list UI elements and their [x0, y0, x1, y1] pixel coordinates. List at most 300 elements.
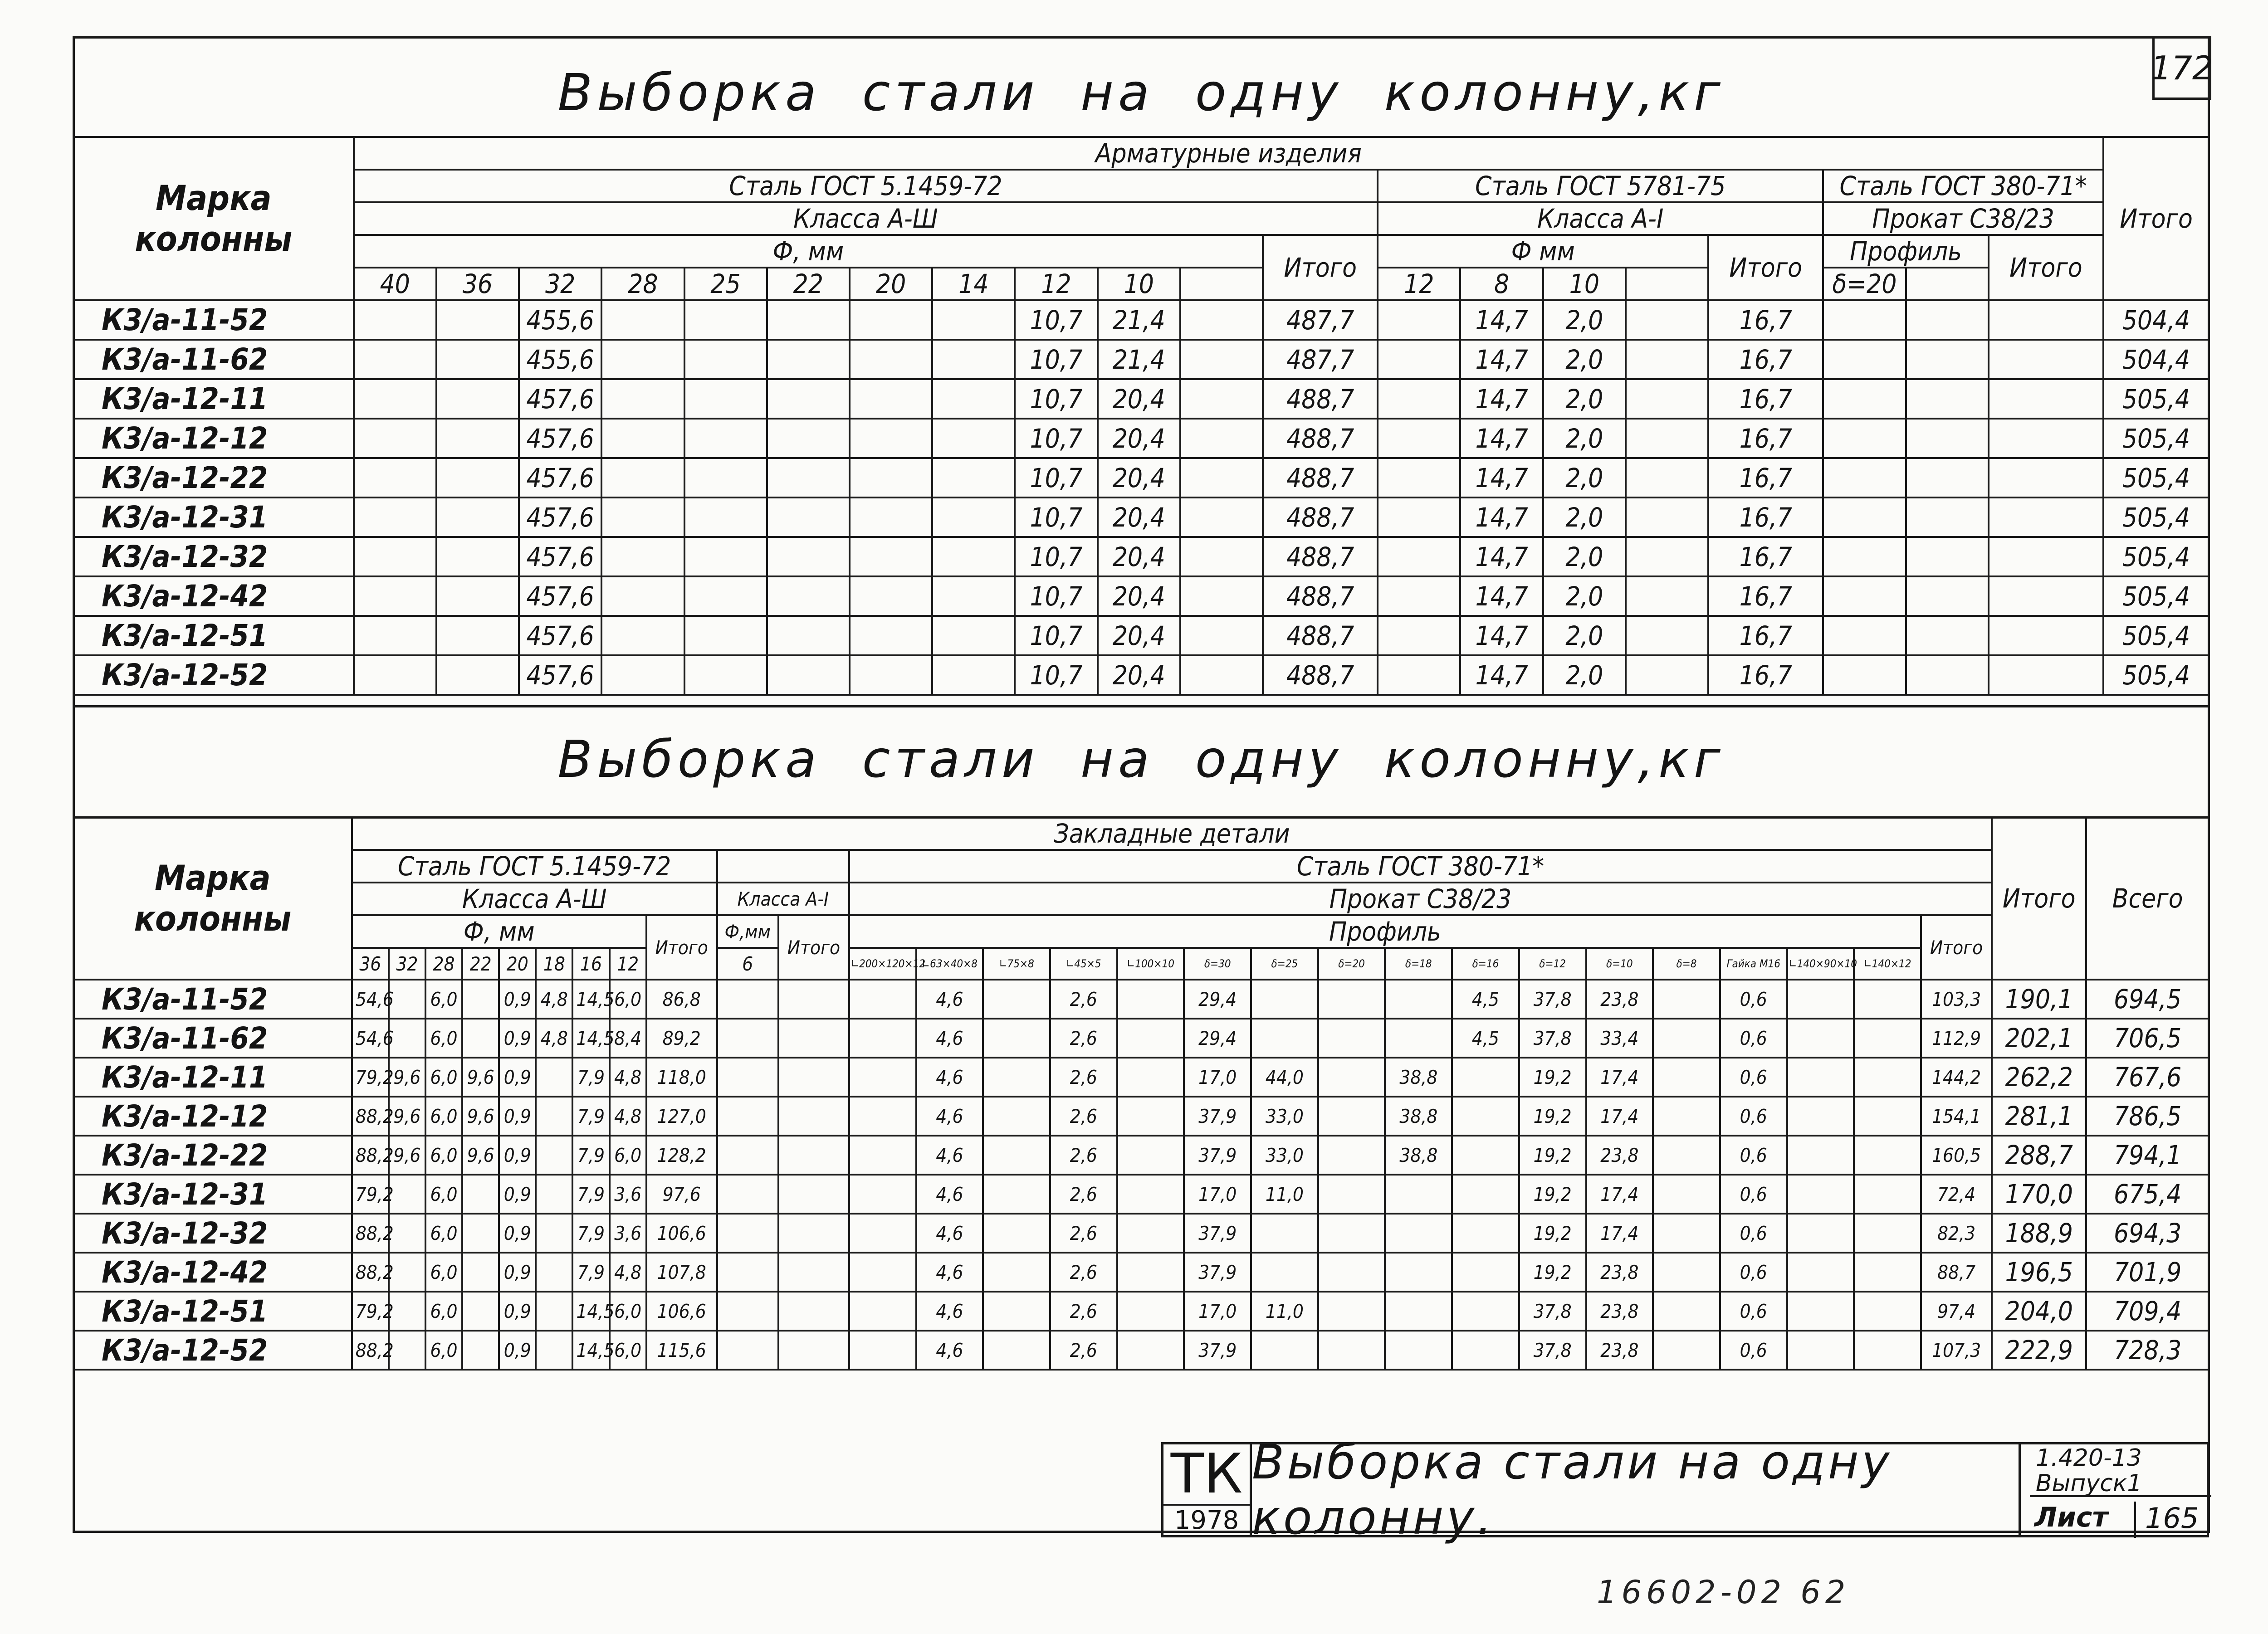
- value-cell: [1180, 576, 1263, 616]
- profile-col: Гайка М16: [1720, 948, 1787, 980]
- value-cell: [1787, 1253, 1854, 1292]
- value-cell: [1318, 1214, 1385, 1253]
- value-cell: 0,9: [499, 1214, 536, 1253]
- value-cell: [850, 419, 932, 458]
- stamp-title: Выборка стали на одну колонну.: [1250, 1442, 2021, 1537]
- value-cell: [1854, 980, 1921, 1019]
- value-cell: [436, 300, 519, 340]
- table-row: [73, 1175, 2209, 1214]
- value-cell: 6,0: [610, 1331, 646, 1370]
- value-cell: 0,6: [1720, 1058, 1787, 1097]
- value-cell: 7,9: [572, 1175, 609, 1214]
- column-mark: К3/а-11-62: [73, 1019, 352, 1058]
- value-cell: 457,6: [519, 379, 601, 419]
- value-cell: [1452, 1058, 1519, 1097]
- stamp-code-2: Выпуск1: [2035, 1470, 2142, 1497]
- value-cell: 455,6: [519, 300, 601, 340]
- title-mid: Выборка стали на одну колонну,кг: [557, 730, 1725, 789]
- value-cell: 44,0: [1251, 1058, 1318, 1097]
- value-cell: [1180, 537, 1263, 576]
- subtotal-a: 488,7: [1263, 655, 1378, 695]
- table-row: [73, 576, 2209, 616]
- value-cell: 4,8: [610, 1097, 646, 1136]
- column-mark: К3/а-12-32: [73, 537, 354, 576]
- value-cell: 10,7: [1015, 537, 1097, 576]
- value-cell: 4,8: [610, 1253, 646, 1292]
- value-cell: 37,9: [1184, 1136, 1251, 1175]
- value-cell: [1117, 1331, 1184, 1370]
- value-cell: [354, 576, 436, 616]
- value-cell: [850, 537, 932, 576]
- value-cell: [1653, 1214, 1720, 1253]
- value-cell: [1378, 458, 1460, 498]
- diameter-a-col: 22: [767, 268, 850, 300]
- embedded-parts-table: [73, 816, 2210, 1371]
- subtotal-b: 107,3: [1921, 1331, 1992, 1370]
- value-cell: 6,0: [610, 1292, 646, 1331]
- subtotal-a: 115,6: [646, 1331, 717, 1370]
- value-cell: [1378, 576, 1460, 616]
- value-cell: [1180, 655, 1263, 695]
- value-cell: [389, 1331, 425, 1370]
- value-cell: [932, 419, 1015, 458]
- value-cell: [1318, 1136, 1385, 1175]
- value-cell: [1854, 1292, 1921, 1331]
- value-cell: 0,6: [1720, 1331, 1787, 1370]
- value-cell: 457,6: [519, 576, 601, 616]
- total: 196,5: [1992, 1253, 2086, 1292]
- subtotal-b: 112,9: [1921, 1019, 1992, 1058]
- prokat-b-header: Прокат С38/23: [849, 883, 1992, 915]
- value-cell: [536, 1214, 572, 1253]
- value-cell: [1854, 1331, 1921, 1370]
- value-cell: [1251, 1331, 1318, 1370]
- value-cell: 2,0: [1543, 537, 1626, 576]
- profile-col: δ=10: [1586, 948, 1653, 980]
- value-cell: [1117, 1175, 1184, 1214]
- total: 190,1: [1992, 980, 2086, 1019]
- diameter-a-col: 14: [932, 268, 1015, 300]
- value-cell: [1653, 1175, 1720, 1214]
- value-cell: 14,7: [1460, 300, 1543, 340]
- value-cell: 2,0: [1543, 379, 1626, 419]
- value-cell: [983, 1097, 1050, 1136]
- subtotal-a: 106,6: [646, 1214, 717, 1253]
- value-cell: 0,9: [499, 1292, 536, 1331]
- profile-col: δ=18: [1385, 948, 1452, 980]
- class-b-header: Класса А-I: [1378, 202, 1823, 235]
- subtotal-b: 16,7: [1708, 379, 1823, 419]
- value-cell: [767, 300, 850, 340]
- grand-total: 505,4: [2103, 576, 2209, 616]
- value-cell: [1117, 1292, 1184, 1331]
- value-cell: [1378, 537, 1460, 576]
- subtotal-a: 86,8: [646, 980, 717, 1019]
- steel-a-header: Сталь ГОСТ 5.1459-72: [354, 170, 1378, 202]
- value-cell: [1385, 1214, 1452, 1253]
- value-cell: 17,0: [1184, 1175, 1251, 1214]
- subtotal-c: [1989, 498, 2103, 537]
- value-cell: [1626, 300, 1708, 340]
- table-row: [73, 1214, 2209, 1253]
- profile-col: ∟140×90×10: [1787, 948, 1854, 980]
- value-cell: [849, 1019, 916, 1058]
- value-cell: 0,9: [499, 1331, 536, 1370]
- value-cell: [684, 340, 767, 379]
- value-cell: [601, 537, 684, 576]
- subtotal-a: 488,7: [1263, 616, 1378, 655]
- value-cell: 0,6: [1720, 1019, 1787, 1058]
- value-cell: 2,6: [1050, 1175, 1117, 1214]
- value-cell: [389, 1175, 425, 1214]
- value-cell: 457,6: [519, 616, 601, 655]
- subtotal-b: 16,7: [1708, 537, 1823, 576]
- value-cell: [932, 655, 1015, 695]
- diameter-a-col: 22: [462, 948, 499, 980]
- value-cell: 7,9: [572, 1097, 609, 1136]
- value-cell: [389, 1292, 425, 1331]
- grand-total: 786,5: [2086, 1097, 2209, 1136]
- value-cell: 19,2: [1519, 1214, 1586, 1253]
- value-cell: [1385, 1253, 1452, 1292]
- value-cell: [536, 1058, 572, 1097]
- subtotal-a: 488,7: [1263, 576, 1378, 616]
- value-cell: 37,9: [1184, 1097, 1251, 1136]
- diameter-a-col: 36: [352, 948, 389, 980]
- value-cell: [462, 1175, 499, 1214]
- value-cell: 4,6: [916, 1331, 983, 1370]
- value-cell: 4,8: [536, 1019, 572, 1058]
- value-cell: [1823, 458, 1906, 498]
- value-cell: 9,6: [462, 1097, 499, 1136]
- value-cell: 14,7: [1460, 537, 1543, 576]
- value-cell: [1854, 1097, 1921, 1136]
- subtotal-c: [1989, 379, 2103, 419]
- value-cell: [983, 1214, 1050, 1253]
- value-cell: [1626, 458, 1708, 498]
- value-cell: 4,6: [916, 1058, 983, 1097]
- column-mark: К3/а-12-42: [73, 576, 354, 616]
- column-mark: К3/а-12-12: [73, 419, 354, 458]
- value-cell: 10,7: [1015, 576, 1097, 616]
- value-cell: 4,6: [916, 1019, 983, 1058]
- value-cell: 37,9: [1184, 1331, 1251, 1370]
- stamp-logo-text: ТК: [1170, 1442, 1243, 1506]
- value-cell: [601, 340, 684, 379]
- value-cell: [354, 498, 436, 537]
- subtotal-a: 488,7: [1263, 498, 1378, 537]
- value-cell: 0,9: [499, 1253, 536, 1292]
- subtotal-ai: [778, 1058, 849, 1097]
- subtotal-a: 487,7: [1263, 300, 1378, 340]
- value-cell: 10,7: [1015, 498, 1097, 537]
- total: 170,0: [1992, 1175, 2086, 1214]
- value-cell: 23,8: [1586, 1136, 1653, 1175]
- value-cell: [684, 379, 767, 419]
- diameter-a-col: 28: [601, 268, 684, 300]
- value-cell: [1452, 1331, 1519, 1370]
- value-cell: 14,5: [572, 1331, 609, 1370]
- stamp-sheet-row: [2030, 1495, 2211, 1539]
- value-cell: [536, 1175, 572, 1214]
- value-cell: 20,4: [1098, 616, 1180, 655]
- value-cell: 6,0: [425, 980, 462, 1019]
- value-cell: [1452, 1097, 1519, 1136]
- title-top: Выборка стали на одну колонну,кг: [557, 63, 1725, 122]
- value-cell: 4,6: [916, 1136, 983, 1175]
- column-mark: К3/а-12-52: [73, 655, 354, 695]
- subtotal-a: 488,7: [1263, 537, 1378, 576]
- value-cell: [1626, 498, 1708, 537]
- value-cell: [1385, 1175, 1452, 1214]
- stamp-logo: [1161, 1442, 1252, 1537]
- subtotal-ai: [778, 1019, 849, 1058]
- value-cell: 2,6: [1050, 1292, 1117, 1331]
- value-cell: [1823, 576, 1906, 616]
- value-cell: [932, 379, 1015, 419]
- value-cell: [601, 498, 684, 537]
- value-cell: [436, 616, 519, 655]
- value-cell: 33,0: [1251, 1097, 1318, 1136]
- value-cell: [536, 1253, 572, 1292]
- value-cell: [1378, 340, 1460, 379]
- grand-total: 505,4: [2103, 419, 2209, 458]
- page-number: 172: [2152, 36, 2211, 100]
- subtotal-c: [1989, 458, 2103, 498]
- value-cell: [850, 340, 932, 379]
- value-cell: [1626, 537, 1708, 576]
- value-cell: [436, 576, 519, 616]
- table-row: [73, 340, 2209, 379]
- subtotal-c: [1989, 300, 2103, 340]
- value-cell: [983, 1175, 1050, 1214]
- subtotal-b: 97,4: [1921, 1292, 1992, 1331]
- diameter-b-col: 8: [1460, 268, 1543, 300]
- value-cell: [1906, 498, 1989, 537]
- table-row: [73, 498, 2209, 537]
- value-cell: [717, 1136, 778, 1175]
- value-cell: [983, 1058, 1050, 1097]
- value-cell: [850, 458, 932, 498]
- value-cell: 14,5: [572, 1292, 609, 1331]
- value-cell: [1452, 1214, 1519, 1253]
- value-cell: 88,2: [352, 1097, 389, 1136]
- value-cell: [932, 576, 1015, 616]
- value-cell: [1180, 300, 1263, 340]
- subtotal-b: 16,7: [1708, 576, 1823, 616]
- value-cell: [436, 458, 519, 498]
- subtotal-b: 88,7: [1921, 1253, 1992, 1292]
- value-cell: [354, 537, 436, 576]
- value-cell: 2,6: [1050, 1214, 1117, 1253]
- subtotal-b: 16,7: [1708, 340, 1823, 379]
- subtotal-a: 118,0: [646, 1058, 717, 1097]
- column-mark: К3/а-11-62: [73, 340, 354, 379]
- value-cell: [536, 1292, 572, 1331]
- value-cell: 457,6: [519, 419, 601, 458]
- value-cell: [462, 1019, 499, 1058]
- value-cell: [849, 1214, 916, 1253]
- value-cell: 29,4: [1184, 1019, 1251, 1058]
- value-cell: 8,4: [610, 1019, 646, 1058]
- value-cell: 23,8: [1586, 980, 1653, 1019]
- value-cell: 6,0: [425, 1292, 462, 1331]
- column-mark: К3/а-12-52: [73, 1331, 352, 1370]
- value-cell: [1117, 1214, 1184, 1253]
- total: 281,1: [1992, 1097, 2086, 1136]
- value-cell: 20,4: [1098, 419, 1180, 458]
- diameter-a-header: Ф, мм: [352, 915, 646, 948]
- profile-col: ∟200×120×12: [849, 948, 916, 980]
- table-row: [73, 1253, 2209, 1292]
- value-cell: [1787, 1214, 1854, 1253]
- column-mark: К3/а-12-32: [73, 1214, 352, 1253]
- value-cell: [1180, 498, 1263, 537]
- group-header: Закладные детали: [352, 817, 1992, 850]
- value-cell: [462, 1331, 499, 1370]
- value-cell: 14,7: [1460, 379, 1543, 419]
- value-cell: 7,9: [572, 1253, 609, 1292]
- value-cell: [1117, 1253, 1184, 1292]
- value-cell: [932, 616, 1015, 655]
- value-cell: [462, 980, 499, 1019]
- table-row: [73, 1136, 2209, 1175]
- subtotal-a: 89,2: [646, 1019, 717, 1058]
- grand-total: 504,4: [2103, 340, 2209, 379]
- value-cell: 4,5: [1452, 980, 1519, 1019]
- diameter-a-col: 12: [610, 948, 646, 980]
- value-cell: [462, 1214, 499, 1253]
- diameter-a-col: 36: [436, 268, 519, 300]
- column-mark: К3/а-11-52: [73, 980, 352, 1019]
- value-cell: [1626, 655, 1708, 695]
- grand-total: 694,3: [2086, 1214, 2209, 1253]
- value-cell: [849, 1253, 916, 1292]
- value-cell: 4,6: [916, 1292, 983, 1331]
- mark-header: Марка колонны: [73, 817, 352, 980]
- subtotal-a: 106,6: [646, 1292, 717, 1331]
- value-cell: [1318, 1058, 1385, 1097]
- subtotal-a: 488,7: [1263, 458, 1378, 498]
- value-cell: [767, 498, 850, 537]
- value-cell: 0,9: [499, 1175, 536, 1214]
- value-cell: [1378, 419, 1460, 458]
- diameter-a-col: 10: [1098, 268, 1180, 300]
- value-cell: 33,0: [1251, 1136, 1318, 1175]
- subtotal-ai: [778, 980, 849, 1019]
- value-cell: [850, 616, 932, 655]
- value-cell: 10,7: [1015, 655, 1097, 695]
- value-cell: [684, 300, 767, 340]
- value-cell: [436, 498, 519, 537]
- subtotal-b-header: Итого: [1708, 235, 1823, 300]
- grand-total: 794,1: [2086, 1136, 2209, 1175]
- value-cell: 10,7: [1015, 340, 1097, 379]
- value-cell: 37,8: [1519, 1331, 1586, 1370]
- table-row: [73, 537, 2209, 576]
- value-cell: [1906, 616, 1989, 655]
- value-cell: [1854, 1175, 1921, 1214]
- diameter-b-col: [1626, 268, 1708, 300]
- value-cell: [1626, 576, 1708, 616]
- diameter-a-col: 32: [519, 268, 601, 300]
- value-cell: [684, 498, 767, 537]
- value-cell: 10,7: [1015, 616, 1097, 655]
- subtotal-b: 103,3: [1921, 980, 1992, 1019]
- subtotal-a: 97,6: [646, 1175, 717, 1214]
- value-cell: [1823, 655, 1906, 695]
- column-mark: К3/а-11-52: [73, 300, 354, 340]
- value-cell: [1626, 379, 1708, 419]
- value-cell: 11,0: [1251, 1292, 1318, 1331]
- diameter-a-col: 25: [684, 268, 767, 300]
- value-cell: 38,8: [1385, 1058, 1452, 1097]
- value-cell: [932, 300, 1015, 340]
- subtotal-ai-header: Итого: [778, 915, 849, 980]
- value-cell: 457,6: [519, 537, 601, 576]
- value-cell: 457,6: [519, 498, 601, 537]
- value-cell: 20,4: [1098, 576, 1180, 616]
- value-cell: [1823, 419, 1906, 458]
- value-cell: 79,2: [352, 1058, 389, 1097]
- value-cell: 20,4: [1098, 379, 1180, 419]
- value-cell: [601, 616, 684, 655]
- value-cell: 88,2: [352, 1136, 389, 1175]
- value-cell: [1452, 1175, 1519, 1214]
- value-cell: [1318, 980, 1385, 1019]
- value-cell: [1378, 300, 1460, 340]
- total: 262,2: [1992, 1058, 2086, 1097]
- value-cell: 20,4: [1098, 458, 1180, 498]
- value-cell: 4,8: [536, 980, 572, 1019]
- column-mark: К3/а-12-51: [73, 1292, 352, 1331]
- value-cell: [1117, 1097, 1184, 1136]
- value-cell: 4,5: [1452, 1019, 1519, 1058]
- total: 202,1: [1992, 1019, 2086, 1058]
- value-cell: 79,2: [352, 1175, 389, 1214]
- value-cell: [767, 576, 850, 616]
- subtotal-ai: [778, 1136, 849, 1175]
- value-cell: [767, 655, 850, 695]
- value-cell: [1385, 980, 1452, 1019]
- value-cell: 2,0: [1543, 616, 1626, 655]
- steel-a-header: Сталь ГОСТ 5.1459-72: [352, 850, 717, 883]
- value-cell: [849, 1097, 916, 1136]
- diameter-a-col: 20: [499, 948, 536, 980]
- value-cell: [1117, 980, 1184, 1019]
- value-cell: 37,9: [1184, 1214, 1251, 1253]
- value-cell: [1318, 1331, 1385, 1370]
- grand-total: 728,3: [2086, 1331, 2209, 1370]
- value-cell: [1653, 1292, 1720, 1331]
- value-cell: 0,6: [1720, 1097, 1787, 1136]
- value-cell: 0,9: [499, 1019, 536, 1058]
- value-cell: 2,6: [1050, 1331, 1117, 1370]
- value-cell: [1385, 1331, 1452, 1370]
- profile-col: ∟75×8: [983, 948, 1050, 980]
- subtotal-b: 16,7: [1708, 458, 1823, 498]
- subtotal-b: 16,7: [1708, 498, 1823, 537]
- subtotal-ai: [778, 1253, 849, 1292]
- value-cell: [1787, 1019, 1854, 1058]
- value-cell: [717, 980, 778, 1019]
- value-cell: [1787, 1058, 1854, 1097]
- table-row: [73, 379, 2209, 419]
- value-cell: [983, 980, 1050, 1019]
- value-cell: [601, 458, 684, 498]
- value-cell: [354, 379, 436, 419]
- value-cell: 6,0: [425, 1136, 462, 1175]
